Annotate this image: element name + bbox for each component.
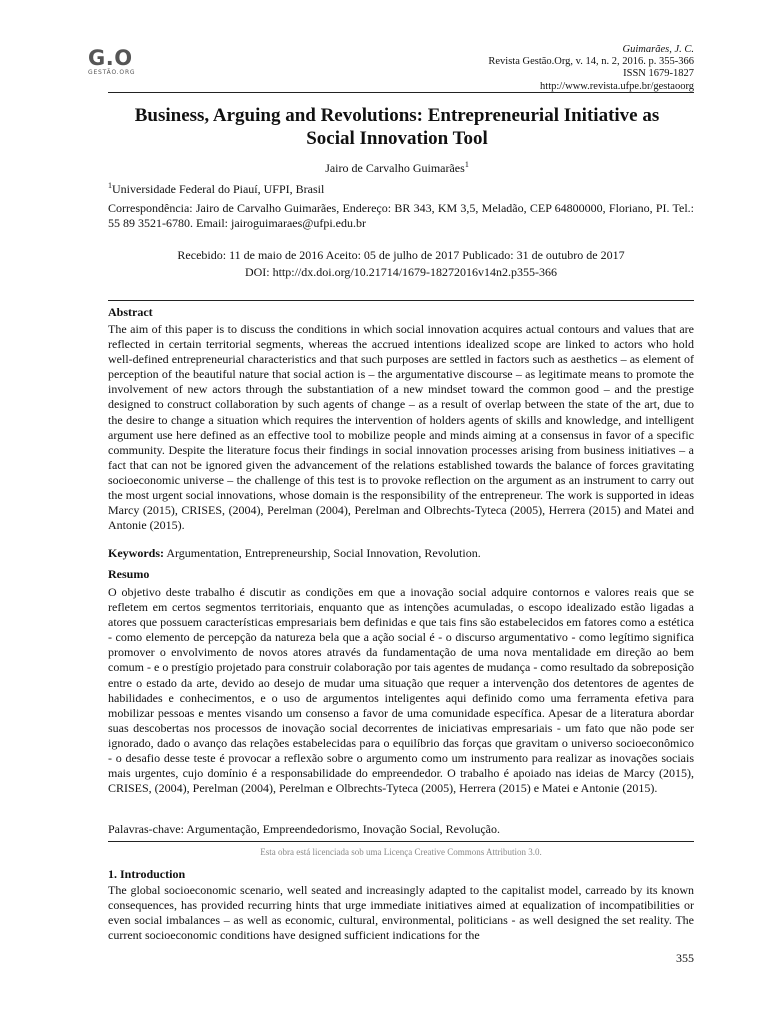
publication-dates: Recebido: 11 de maio de 2016 Aceito: 05 de julho de 2017 Publicado: 31 de outubro de 2017: [177, 248, 625, 262]
header-divider: [108, 92, 694, 93]
affiliation-text: Universidade Federal do Piauí, UFPI, Brasil: [112, 182, 325, 196]
keywords: [108, 546, 694, 561]
affiliation-superscript: 1: [108, 181, 112, 190]
page-number: 355: [676, 951, 694, 965]
abstract-divider: [108, 300, 694, 301]
paper-title: [100, 104, 694, 150]
correspondence: Correspondência: Jairo de Carvalho Guimarães, Endereço: BR 343, KM 3,5, Meladão, CEP 64800000, Floriano, PI. Tel.: 55 89 3521-6780. Email: jairoguimaraes@ufpi.edu.br: [108, 201, 694, 230]
header-url[interactable]: http://www.revista.ufpe.br/gestaoorg: [540, 80, 694, 92]
author-name: Jairo de Carvalho Guimarães: [325, 161, 465, 175]
logo-subtext: GESTÃO.ORG: [88, 69, 136, 76]
introduction-text: The global socioeconomic scenario, well seated and increasingly adapted to the capitalist model, carreado by its known consequences, has provided recurring hints that urge immediate initiatives aimed at equalization of incompatibilities or even social imbalances – as well as economic, cultural, environmental, politicians - as well designed the set reality. The current socioeconomic conditions have designed sufficient indications for the: [108, 883, 694, 943]
title-line-2: Social Innovation Tool: [306, 128, 488, 149]
palavras-chave: Palavras-chave: Argumentação, Empreendedorismo, Inovação Social, Revolução.: [108, 822, 500, 836]
running-header: [488, 44, 694, 93]
keywords-label: Keywords:: [108, 546, 164, 560]
title-line-1: Business, Arguing and Revolutions: Entrepreneurial Initiative as: [134, 105, 660, 126]
introduction-heading: 1. Introduction: [108, 867, 186, 881]
abstract-text: The aim of this paper is to discuss the conditions in which social innovation acquires actual contours and values that are reflected in certain territorial segments, whereas the accrued intentions idealized scope are linked to actors who hold well-defined entrepreneurial characteristics and that such purposes are settled in factors such as aesthetics – as element of perception of the beautiful nature that social action is – the argumentative discourse – as legitimate means to promote the involvement of new actors through the substantiation of a new mindset toward the common good – and the prestige designed to construct collaboration by such agents of change – as a result of overlap between the state of the art, due to the desire to change a situation which requires the intervention of holders agents of skills and knowledge, and intelligent argument use here defined as an effective tool to mobilize people and minds aiming at a consensus in favor of a specific community. Despite the literature focus their findings in social innovation processes arising from business initiatives – a fact that can not be ignored given the advancement of the relations established towards the balance of forces gravitating socioeconomic universe – the challenge of this test is to provoke reflection on the argument as an instrument to carry out the most urgent social innovations, whose domain is the responsibility of the entrepreneur. The work is supported in ideas Marcy (2015), CRISES, (2004), Perelman (2004), Perelman and Olbrechts-Tyteca (2005), Herrera (2015) and Matei and Antonie (2015).: [108, 322, 694, 533]
affiliation: [108, 182, 694, 197]
keywords-list: Argumentation, Entrepreneurship, Social Innovation, Revolution.: [164, 546, 481, 560]
author-superscript: 1: [464, 160, 469, 169]
logo-text: G.O: [88, 46, 133, 70]
header-author: Guimarães, J. C.: [622, 44, 694, 55]
license-divider: [108, 841, 694, 842]
resumo-text: O objetivo deste trabalho é discutir as condições em que a inovação social adquire contornos e valores reais que se refletem em certos segmentos territoriais, enquanto que as intenções acumuladas, o escopo idealizado estão ligadas a atores que possuem características empresariais bem definidas e que tais fins são estabelecidos em fatores como a estética - como elemento de percepção da natureza bela que a ação social é - o discurso argumentativo - como legítimo significa promover o envolvimento de novos atores através da fundamentação de uma nova mentalidade em direção ao bem comum - e o prestígio projetado para construir colaboração por tais agentes de mudança - como resultado da sobreposição entre o estado da arte, devido ao desejo de mudar uma situação que requer a intervenção dos detentores de agentes de habilidades e conhecimentos, e o uso de argumentos inteligentes aqui definido como uma ferramenta efetiva para mobilizar pessoas e mentes visando um consenso a favor de uma comunidade específica. Apesar de a literatura abordar suas descobertas nos processos de inovação social decorrentes de iniciativas empresariais - um fato que não pode ser ignorado, dado o avanço das relações estabelecidas para o equilíbrio das forças que gravitam o universo socioeconômico - o desafio desse teste é provocar a reflexão sobre o argumento como um instrumento para realizar as inovações sociais mais urgentes, cujo domínio é a responsabilidade do empreendedor. O trabalho é apoiado nas ideias de Marcy (2015), CRISES, (2004), Perelman (2004), Perelman e Olbrechts-Tyteca (2005), Herrera (2015) e Matei e Antonie (2015).: [108, 585, 694, 796]
header-journal: Revista Gestão.Org, v. 14, n. 2, 2016. p. 355-366: [488, 56, 694, 68]
license-note: Esta obra está licenciada sob uma Licença Creative Commons Attribution 3.0.: [260, 847, 542, 857]
author-line: [100, 161, 694, 176]
header-issn: ISSN 1679-1827: [623, 68, 694, 80]
doi[interactable]: DOI: http://dx.doi.org/10.21714/1679-18272016v14n2.p355-366: [244, 265, 558, 279]
resumo-heading: Resumo: [108, 567, 150, 581]
abstract-heading: Abstract: [108, 305, 153, 319]
journal-logo: [88, 48, 172, 78]
